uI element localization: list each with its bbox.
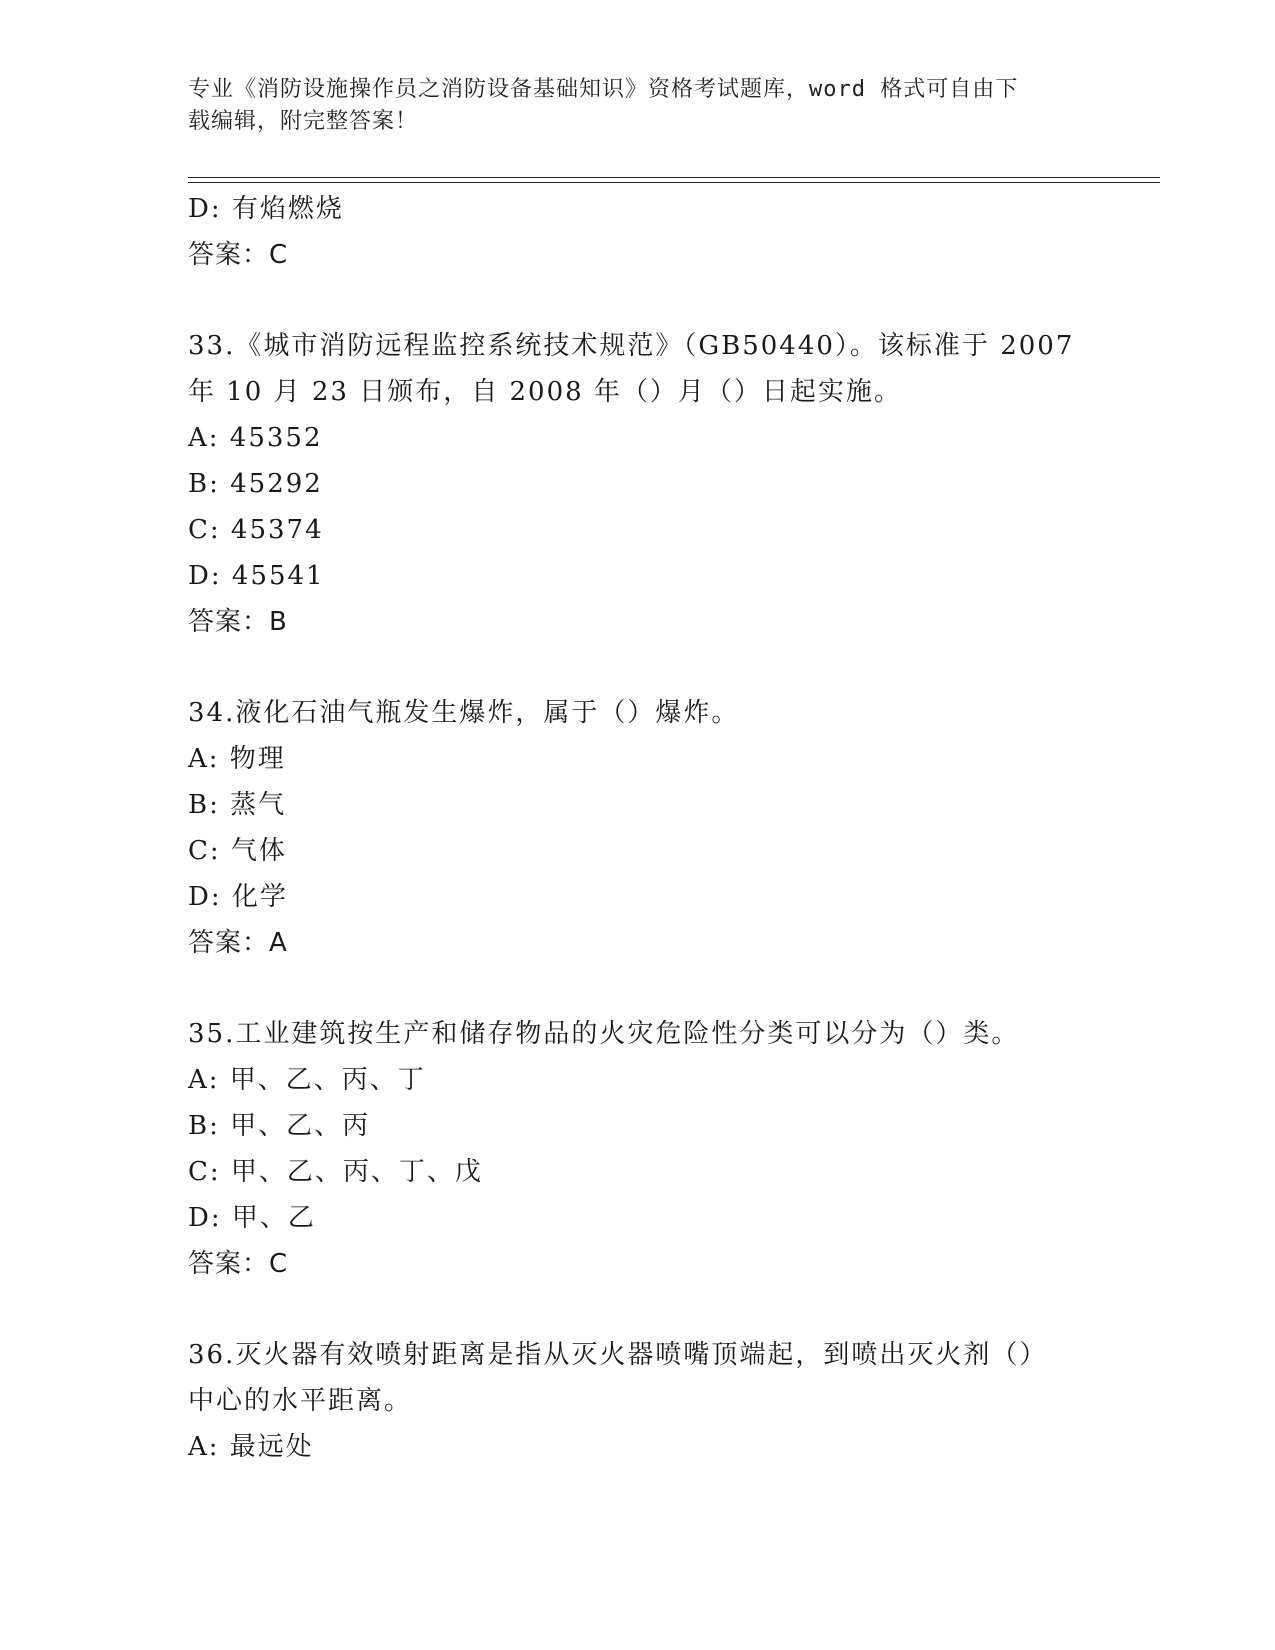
header-divider-top xyxy=(188,177,1160,178)
option-b: B: 蒸气 xyxy=(188,790,287,820)
question-text-line-2: 年 10 月 23 日颁布，自 2008 年（）月（）日起实施。 xyxy=(188,377,902,407)
spacer xyxy=(188,966,1088,1011)
spacer xyxy=(188,278,1088,323)
option-d: D: 45541 xyxy=(188,561,325,591)
question-text-line-1: 36.灭火器有效喷射距离是指从灭火器喷嘴顶端起，到喷出灭火剂（） xyxy=(188,1340,1048,1370)
question-text-line-1: 33.《城市消防远程监控系统技术规范》（GB50440）。该标准于 2007 xyxy=(188,331,1075,361)
spacer xyxy=(188,645,1088,690)
question-33 xyxy=(188,323,1088,645)
option-a: A: 甲、乙、丙、丁 xyxy=(188,1065,426,1095)
option-d: D: 甲、乙 xyxy=(188,1203,316,1233)
option-c: C: 45374 xyxy=(188,515,324,545)
question-35 xyxy=(188,1011,1088,1287)
question-34 xyxy=(188,690,1088,966)
question-text-line-2: 中心的水平距离。 xyxy=(188,1386,413,1416)
question-36 xyxy=(188,1332,1088,1470)
option-d: D: 化学 xyxy=(188,882,288,912)
spacer xyxy=(188,1287,1088,1332)
question-32-tail xyxy=(188,186,1088,278)
answer: 答案：A xyxy=(188,928,288,958)
option-d: D: 有焰燃烧 xyxy=(188,194,344,224)
option-a: A: 最远处 xyxy=(188,1432,314,1462)
option-b: B: 甲、乙、丙 xyxy=(188,1111,371,1141)
option-a: A: 45352 xyxy=(188,423,323,453)
option-a: A: 物理 xyxy=(188,744,286,774)
answer: 答案：C xyxy=(188,240,289,270)
option-c: C: 甲、乙、丙、丁、戊 xyxy=(188,1157,483,1187)
question-list xyxy=(188,186,1088,1470)
question-text-line-1: 35.工业建筑按生产和储存物品的火灾危险性分类可以分为（）类。 xyxy=(188,1019,1020,1049)
answer: 答案：B xyxy=(188,607,288,637)
header-line-1: 专业《消防设施操作员之消防设备基础知识》资格考试题库，word 格式可自由下 xyxy=(188,77,1019,102)
header-line-2: 载编辑，附完整答案！ xyxy=(188,109,419,134)
answer: 答案：C xyxy=(188,1249,289,1279)
question-text-line-1: 34.液化石油气瓶发生爆炸，属于（）爆炸。 xyxy=(188,698,740,728)
header-divider-bottom xyxy=(188,182,1160,183)
option-c: C: 气体 xyxy=(188,836,287,866)
option-b: B: 45292 xyxy=(188,469,323,499)
document-header xyxy=(188,74,1068,138)
